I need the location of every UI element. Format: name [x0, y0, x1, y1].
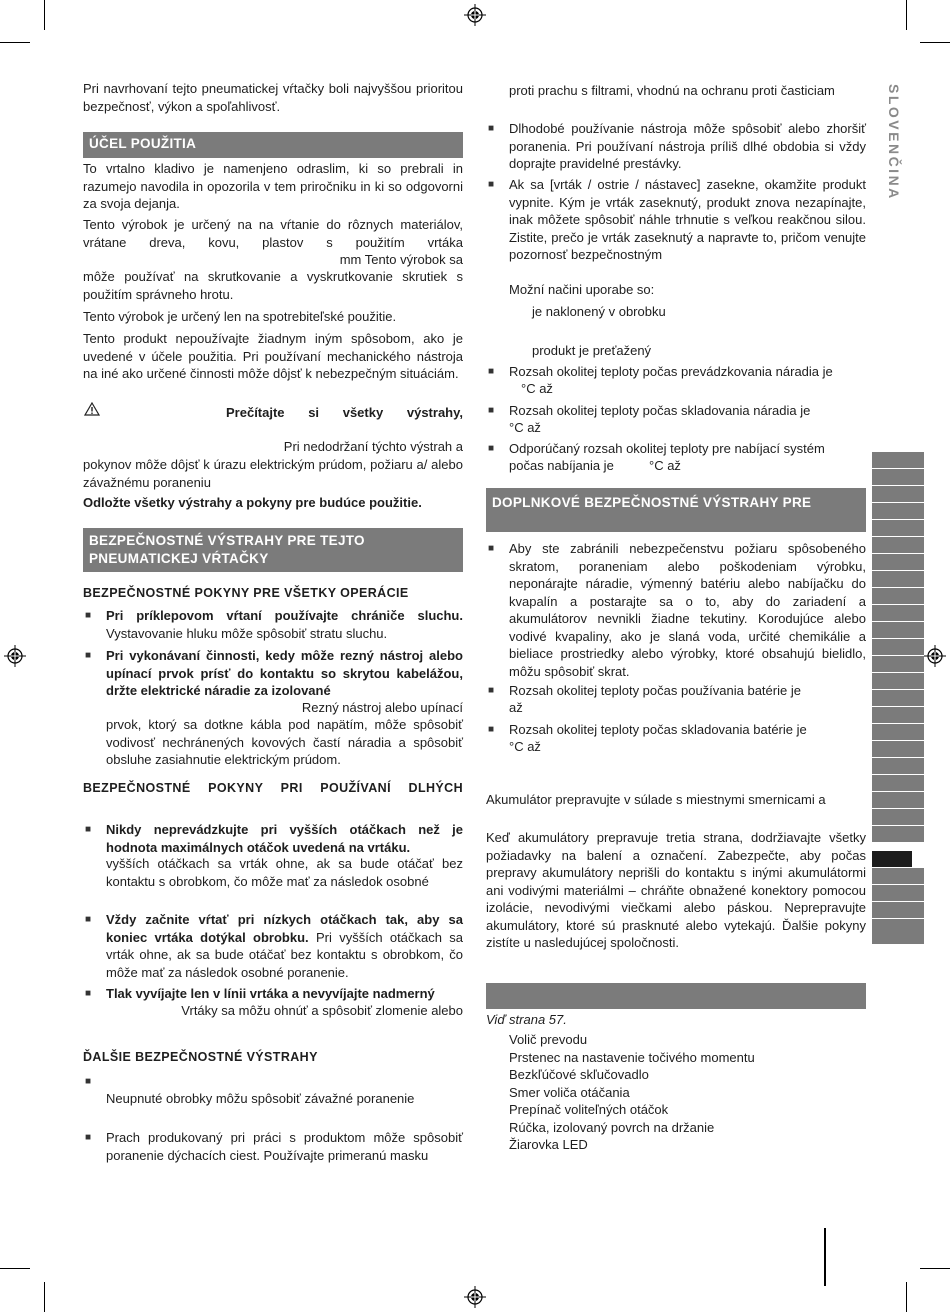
bullet-text: prvok, ktorý sa dotkne kábla pod napätím, môže spôsobiť vodivosť nechránených kovových častí náradia a spôsobiť obsluhe zasiahnutie elektrickým prúdom. [106, 717, 463, 767]
purpose-paragraph: mm Tento výrobok sa [339, 252, 463, 267]
bullet-item [106, 911, 463, 981]
crop-mark [920, 42, 950, 43]
language-tab [872, 919, 924, 945]
language-label: SLOVENČINA [886, 84, 902, 201]
bullet-text: počas nabíjania je [509, 458, 614, 473]
section-header-line: BEZPEČNOSTNÉ VÝSTRAHY PRE TEJTO [89, 533, 365, 548]
bullet-text: Rozsah okolitej teploty počas prevádzkovania náradia je [509, 364, 833, 379]
bullet-square-icon: ■ [488, 543, 495, 554]
language-tab [872, 690, 924, 707]
causes-heading: Možní načini uporabe so: [509, 282, 655, 297]
language-tab [872, 571, 924, 588]
language-tab [872, 792, 924, 809]
language-tab [872, 469, 924, 486]
section-header-purpose: ÚČEL POUŽITIA [83, 132, 463, 158]
bullet-square-icon: ■ [85, 914, 92, 925]
crop-mark [906, 0, 907, 30]
bullet-text: Pri vyšších otáčkach sa vrták ohne, ak sa bude otáčať bez kontaktu s obrobkom, čo môže mať za následok osobné poranenie. [106, 929, 463, 980]
purpose-paragraph: Tento produkt nepoužívajte žiadnym iným spôsobom, ako je uvedené v účele použitia. Pri používaní mechanického nástroja na iné ako určené činnosti môže dôjsť k nebezpečným situáciám. [83, 331, 463, 381]
purpose-paragraph: To vrtalno kladivo je namenjeno odraslim, ki so prebrali in razumejo navodila in opozorila v tem priročniku in ki so odgovorni za svoja dejanja. [83, 161, 463, 211]
language-tab [872, 775, 924, 792]
language-tab [872, 486, 924, 503]
language-tab [872, 622, 924, 639]
language-tab [872, 588, 924, 605]
warning-text: Pri nedodržaní týchto výstrah a [283, 439, 463, 454]
bullet-square-icon: ■ [488, 685, 495, 696]
language-tab-active [872, 851, 912, 868]
bullet-square-icon: ■ [85, 1076, 92, 1087]
bullet-square-icon: ■ [488, 366, 495, 377]
bullet-text: Odporúčaný rozsah okolitej teploty pre nabíjací systém [509, 441, 825, 456]
bullet-text: °C až [509, 420, 541, 435]
subheading-long-bits: BEZPEČNOSTNÉ POKYNY PRI POUŽÍVANÍ DLHÝCH [83, 781, 463, 795]
crop-mark [906, 1282, 907, 1312]
bullet-text: až [509, 700, 523, 715]
language-tab [872, 885, 924, 902]
section-header-blank [486, 983, 866, 1009]
crop-mark [0, 42, 30, 43]
page-edge-line [824, 1228, 826, 1286]
registration-mark-icon [4, 645, 26, 667]
registration-mark-icon [924, 645, 946, 667]
language-tab [872, 452, 924, 469]
crop-mark [920, 1268, 950, 1269]
bullet-bold: Tlak vyvíjajte len v línii vrtáka a nevyvíjajte nadmerný [106, 986, 435, 1001]
bullet-bold: Nikdy neprevádzkujte pri vyšších otáčkach než je hodnota maximálnych otáčok uvedená na vrtáku. [106, 822, 463, 855]
bullet-bold: Pri vykonávaní činnosti, kedy môže rezný nástroj alebo upínací prvok prísť do kontaktu so skrytou kabelážou, držte elektrické náradie za izolované [106, 648, 463, 698]
bullet-text: °C až [521, 381, 553, 396]
bullet-square-icon: ■ [488, 405, 495, 416]
registration-mark-icon [464, 4, 486, 26]
bullet-item [106, 607, 463, 642]
bullet-square-icon: ■ [85, 650, 92, 661]
bullet-text: Neupnuté obrobky môžu spôsobiť závažné poranenie [106, 1091, 415, 1106]
warning-text: pokynov môže dôjsť k úrazu elektrickým prúdom, požiaru a/ alebo závažnému poraneniu [83, 457, 463, 490]
language-tab [872, 537, 924, 554]
bullet-bold: Vždy začnite vŕtať pri nízkych otáčkach tak, aby sa koniec vrtáka dotýkal obrobku. [106, 912, 463, 945]
warning-heading: Prečítajte si všetky výstrahy, [226, 405, 463, 420]
see-page-reference: Viď strana 57. [486, 1012, 567, 1027]
bullet-text: Vystavovanie hluku môže spôsobiť stratu sluchu. [106, 625, 388, 641]
registration-mark-icon [464, 1286, 486, 1308]
language-tab [872, 868, 924, 885]
section-header-additional: DOPLNKOVÉ BEZPEČNOSTNÉ VÝSTRAHY PRE [486, 488, 866, 532]
bullet-text: Dlhodobé používanie nástroja môže spôsobiť alebo zhoršiť poranenia. Pri používaní nástroja príliš dlhé obdobia si vždy doprajte pravidelné prestávky. [509, 121, 866, 171]
section-header-safety [83, 528, 463, 572]
language-tab [872, 809, 924, 826]
third-party-paragraph: Keď akumulátory prepravuje tretia strana, dodržiavajte všetky požiadavky na balení a označení. Zabezpečte, aby počas prepravy akumulátory neprišli do kontaktu s inými akumulátormi ani vodivými materiálmi – chráňte obnažené konektory pomocou izolácie, nevodivými viečkami alebo páskou. Neprepravujte akumulátory, ktoré sú prasknuté alebo vytekajú. Ďalšie pokyny zistíte u nasledujúcej spoločnosti. [486, 830, 866, 950]
bullet-square-icon: ■ [85, 1132, 92, 1143]
parts-list-item: Bezkľúčové skľučovadlo [509, 1067, 649, 1082]
bullet-square-icon: ■ [85, 824, 92, 835]
purpose-paragraph: môže používať na skrutkovanie a vyskrutkovanie skrutiek s použitím správneho hrotu. [83, 269, 463, 302]
language-tab [872, 707, 924, 724]
parts-list-item: Prstenec na nastavenie točivého momentu [509, 1049, 755, 1065]
continued-text: proti prachu s filtrami, vhodnú na ochranu proti časticiam [509, 83, 835, 98]
section-header-line: PNEUMATICKEJ VŔTAČKY [89, 551, 269, 566]
language-tab [872, 554, 924, 571]
parts-list-item: Volič prevodu [509, 1032, 588, 1047]
bullet-text: Rozsah okolitej teploty počas skladovania batérie je [509, 722, 807, 737]
language-tab [872, 724, 924, 741]
language-tab [872, 520, 924, 537]
bullet-square-icon: ■ [488, 443, 495, 454]
bullet-text: Prach produkovaný pri práci s produktom môže spôsobiť poranenie dýchacích ciest. Používajte primeranú masku [106, 1130, 463, 1163]
bullet-text: °C až [649, 458, 681, 473]
parts-list [509, 1031, 866, 1154]
bullet-square-icon: ■ [488, 724, 495, 735]
language-tab [872, 605, 924, 622]
purpose-paragraph: Tento výrobok je určený len na spotrebiteľské použitie. [83, 309, 397, 324]
language-tab [872, 741, 924, 758]
bullet-text: Aby ste zabránili nebezpečenstvu požiaru spôsobeného skratom, poraneniam alebo poškodeniam výrobku, neponárajte náradie, výmenný batériu alebo nabíjačku do kvapalín a postarajte sa o to, aby do zariadení a akumulátorov nevnikli žiadne tekutiny. Korodujúce alebo vodivé kvapaliny, ako je slaná voda, určité chemikálie a bieliace prostriedky alebo výrobky, ktoré obsahujú bielidlo, môžu spôsobiť skrat. [509, 541, 866, 679]
bullet-text: Ak sa [vrták / ostrie / nástavec] zasekne, okamžite produkt vypnite. Kým je vrták zaseknutý, produkt znova nezapínajte, inak môžete spôsobiť náhle trhnutie s veľkou reakčnou silou. Zistite, prečo je vrták zaseknutý a napravte to, pričom venujte pozornosť bezpečnostným [509, 177, 866, 262]
bullet-text: Rezný nástroj alebo upínací [301, 700, 463, 715]
bullet-text: vyšších otáčkach sa vrták ohne, ak sa bude otáčať bez kontaktu s obrobkom, čo môže mať za následok osobné [106, 856, 463, 889]
language-tab [872, 826, 924, 843]
subheading-more-warnings: ĎALŠIE BEZPEČNOSTNÉ VÝSTRAHY [83, 1050, 318, 1064]
crop-mark [0, 1268, 30, 1269]
bullet-text: Rozsah okolitej teploty počas používania batérie je [509, 683, 801, 698]
transport-paragraph: Akumulátor prepravujte v súlade s miestnymi smernicami a [486, 792, 826, 807]
bullet-square-icon: ■ [488, 179, 495, 190]
parts-list-item: Rúčka, izolovaný povrch na držanie [509, 1119, 715, 1135]
language-tab [872, 902, 924, 919]
purpose-paragraph: Tento výrobok je určený na na vŕtanie do rôznych materiálov, vrátane dreva, kovu, plastov s použitím vrtáka [83, 217, 463, 250]
crop-mark [44, 0, 45, 30]
bullet-text: °C až [509, 739, 541, 754]
parts-list-item: Žiarovka LED [509, 1137, 588, 1152]
cause-item: produkt je preťažený [532, 343, 652, 358]
subheading-all-operations: BEZPEČNOSTNÉ POKYNY PRE VŠETKY OPERÁCIE [83, 586, 409, 600]
keep-instructions: Odložte všetky výstrahy a pokyny pre budúce použitie. [83, 495, 422, 510]
cause-item: je naklonený v obrobku [532, 304, 666, 319]
bullet-text: Rozsah okolitej teploty počas skladovania náradia je [509, 403, 811, 418]
intro-paragraph: Pri navrhovaní tejto pneumatickej vŕtačky boli najvyššou prioritou bezpečnosť, výkon a spoľahlivosť. [83, 81, 463, 114]
parts-list-item: Prepínač voliteľných otáčok [509, 1102, 669, 1117]
bullet-square-icon: ■ [488, 123, 495, 134]
parts-list-item: Smer voliča otáčania [509, 1084, 630, 1100]
language-tab [872, 673, 924, 690]
language-tab [872, 503, 924, 520]
language-tab [872, 656, 924, 673]
bullet-text: Vrtáky sa môžu ohnúť a spôsobiť zlomenie alebo [181, 1003, 463, 1018]
crop-mark [44, 1282, 45, 1312]
bullet-bold: Pri príklepovom vŕtaní používajte chrániče sluchu. [106, 608, 463, 623]
language-tab [872, 758, 924, 775]
bullet-square-icon: ■ [85, 988, 92, 999]
language-tab [872, 639, 924, 656]
bullet-square-icon: ■ [85, 610, 92, 621]
warning-triangle-icon [84, 402, 100, 416]
